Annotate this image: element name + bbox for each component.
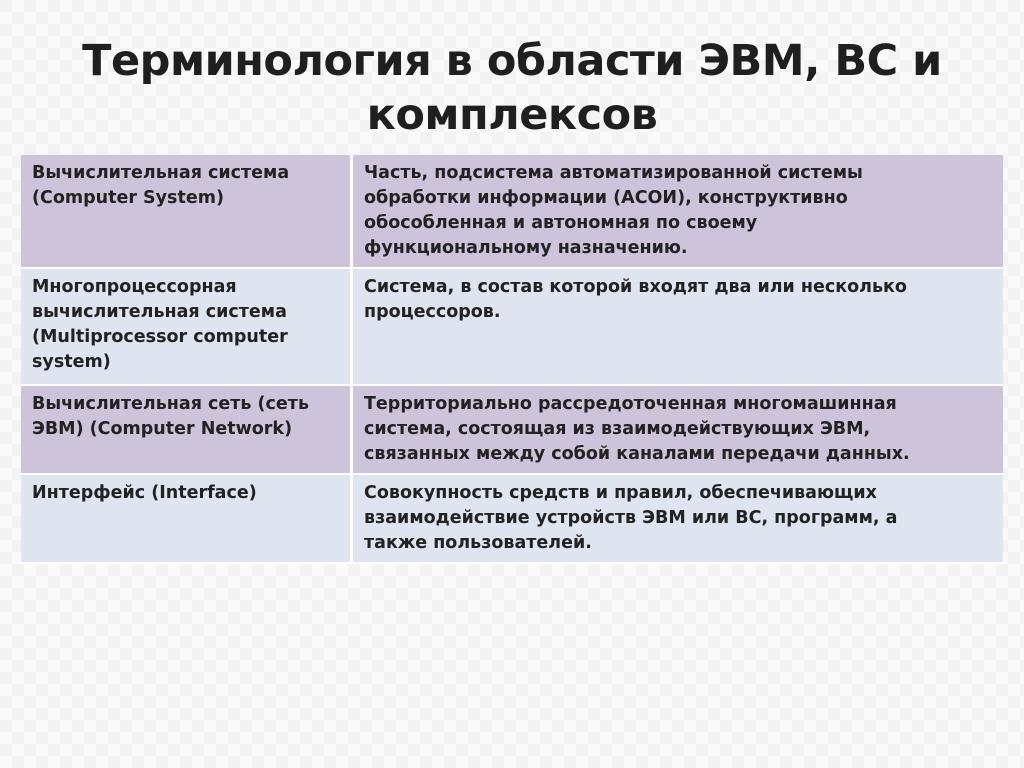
definition-text-line: Территориально рассредоточенная многомашинная [364,394,897,414]
table-row [21,155,1003,268]
definition-text-line: обособленная и автономная по своему [364,213,758,233]
term-cell [21,268,352,385]
definition-cell [352,385,1004,474]
definition-text-line: связанных между собой каналами передачи данных. [364,444,910,464]
table-row [21,268,1003,385]
term-text-line: Вычислительная сеть (сеть [32,394,310,414]
slide-title [40,34,984,142]
term-text-line: вычислительная система [32,302,287,322]
term-cell [21,385,352,474]
definition-cell [352,268,1004,385]
definition-text-line: Часть, подсистема автоматизированной системы [364,163,863,183]
definition-text-line: Совокупность средств и правил, обеспечивающих [364,483,877,503]
definition-text-line: обработки информации (АСОИ), конструктивно [364,188,848,208]
definition-cell [352,474,1004,563]
slide-title-line-1: Терминология в области ЭВМ, ВС и [82,36,942,86]
slide-title-line-2: комплексов [366,90,658,140]
table-row [21,385,1003,474]
term-text-line: (Multiprocessor computer [32,327,288,347]
term-text-line: (Computer System) [32,188,224,208]
definition-cell [352,155,1004,268]
term-text-line: Вычислительная система [32,163,290,183]
term-cell [21,155,352,268]
definition-text-line: функциональному назначению. [364,238,688,258]
term-text-line: Многопроцессорная [32,277,237,297]
definition-text-line: также пользователей. [364,533,592,553]
term-cell [21,474,352,563]
term-text-line: system) [32,352,111,372]
definition-text-line: процессоров. [364,302,501,322]
definition-text-line: взаимодействие устройств ЭВМ или ВС, программ, а [364,508,898,528]
table-row [21,474,1003,563]
term-text-line: Интерфейс (Interface) [32,483,257,503]
definition-text-line: система, состоящая из взаимодействующих ЭВМ, [364,419,871,439]
term-text-line: ЭВМ) (Computer Network) [32,419,293,439]
terms-table [21,155,1003,564]
definition-text-line: Система, в состав которой входят два или несколько [364,277,907,297]
